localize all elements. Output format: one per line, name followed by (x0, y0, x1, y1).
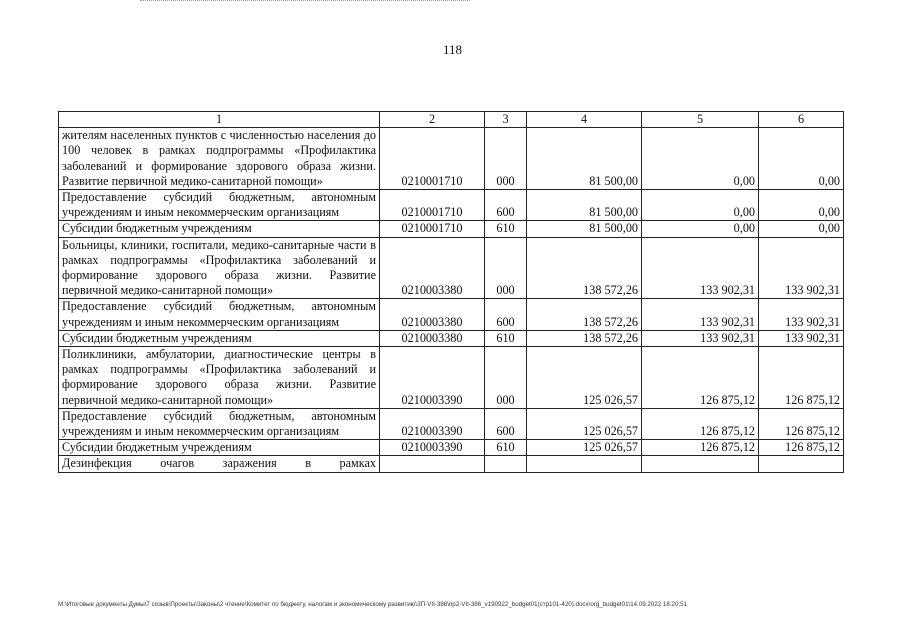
row-type: 000 (485, 347, 527, 409)
row-name: Больницы, клиники, госпитали, медико-санитарные части в рамках подпрограммы «Профилактика заболеваний и формирование здорового образа жизни. Развитие первичной медико-санитарной помощи» (59, 237, 380, 299)
row-name: Субсидии бюджетным учреждениям (59, 440, 380, 456)
row-value-2: 0,00 (642, 190, 759, 221)
row-value-2: 133 902,31 (642, 299, 759, 330)
row-value-1: 81 500,00 (527, 128, 642, 190)
table-row (59, 408, 844, 439)
row-value-1: 138 572,26 (527, 237, 642, 299)
row-code: 0210001710 (380, 190, 485, 221)
column-header: 3 (485, 112, 527, 128)
row-value-2: 133 902,31 (642, 237, 759, 299)
table-row (59, 330, 844, 346)
row-name: Субсидии бюджетным учреждениям (59, 221, 380, 237)
column-header: 5 (642, 112, 759, 128)
row-name: Предоставление субсидий бюджетным, автономным учреждениям и иным некоммерческим организациям (59, 190, 380, 221)
row-code (380, 456, 485, 472)
page-number: 118 (442, 42, 463, 57)
row-code: 0210001710 (380, 128, 485, 190)
row-type: 610 (485, 330, 527, 346)
row-name: Поликлиники, амбулатории, диагностические центры в рамках подпрограммы «Профилактика заболеваний и формирование здорового образа жизни. Развитие первичной медико-санитарной помощи» (59, 347, 380, 409)
table-row (59, 456, 844, 472)
row-code: 0210003380 (380, 299, 485, 330)
row-name: Предоставление субсидий бюджетным, автономным учреждениям и иным некоммерческим организациям (59, 408, 380, 439)
row-name: Субсидии бюджетным учреждениям (59, 330, 380, 346)
row-value-3 (759, 456, 844, 472)
table-row (59, 299, 844, 330)
row-value-3: 126 875,12 (759, 408, 844, 439)
row-code: 0210003380 (380, 237, 485, 299)
row-value-3: 133 902,31 (759, 237, 844, 299)
row-type: 600 (485, 408, 527, 439)
row-value-1: 81 500,00 (527, 190, 642, 221)
budget-table (58, 111, 844, 473)
row-value-2 (642, 456, 759, 472)
row-type: 600 (485, 190, 527, 221)
row-type: 610 (485, 440, 527, 456)
table-row (59, 237, 844, 299)
table-row (59, 128, 844, 190)
row-value-3: 133 902,31 (759, 330, 844, 346)
row-value-3: 0,00 (759, 128, 844, 190)
row-name: Предоставление субсидий бюджетным, автономным учреждениям и иным некоммерческим организациям (59, 299, 380, 330)
row-value-3: 133 902,31 (759, 299, 844, 330)
column-header: 1 (59, 112, 380, 128)
column-header: 2 (380, 112, 485, 128)
row-code: 0210003380 (380, 330, 485, 346)
table-row (59, 347, 844, 409)
row-value-1: 125 026,57 (527, 347, 642, 409)
row-value-1: 138 572,26 (527, 330, 642, 346)
scan-artifact-line (140, 0, 470, 3)
table-row (59, 221, 844, 237)
row-name: Дезинфекция очагов заражения в рамках (59, 456, 380, 472)
row-type: 610 (485, 221, 527, 237)
row-code: 0210001710 (380, 221, 485, 237)
row-value-1: 125 026,57 (527, 440, 642, 456)
row-code: 0210003390 (380, 408, 485, 439)
row-value-1: 125 026,57 (527, 408, 642, 439)
row-value-2: 0,00 (642, 128, 759, 190)
row-value-2: 126 875,12 (642, 408, 759, 439)
row-code: 0210003390 (380, 440, 485, 456)
row-code: 0210003390 (380, 347, 485, 409)
row-type (485, 456, 527, 472)
row-type: 000 (485, 128, 527, 190)
column-header: 4 (527, 112, 642, 128)
row-value-3: 0,00 (759, 190, 844, 221)
file-path-footer: M:\Итоговые документы Думы\7 созыв\Проекты\Законы\2 чтение\Комитет по бюджету, налогам и экономическому развитию\ЗП-VII-386\пр2-VII-386_v190922_budget01(стр101-420).docx\org_budget01\14.09.2022 18:20:51 (58, 601, 688, 608)
row-value-3: 126 875,12 (759, 440, 844, 456)
row-value-2: 126 875,12 (642, 440, 759, 456)
row-type: 000 (485, 237, 527, 299)
row-value-3: 0,00 (759, 221, 844, 237)
row-value-1 (527, 456, 642, 472)
table-header-row (59, 112, 844, 128)
row-value-2: 0,00 (642, 221, 759, 237)
row-value-3: 126 875,12 (759, 347, 844, 409)
row-value-2: 133 902,31 (642, 330, 759, 346)
row-type: 600 (485, 299, 527, 330)
row-value-1: 138 572,26 (527, 299, 642, 330)
column-header: 6 (759, 112, 844, 128)
table-row (59, 190, 844, 221)
row-value-1: 81 500,00 (527, 221, 642, 237)
row-value-2: 126 875,12 (642, 347, 759, 409)
row-name: жителям населенных пунктов с численностью населения до 100 человек в рамках подпрограммы «Профилактика заболеваний и формирование здорового образа жизни. Развитие первичной медико-санитарной помощи» (59, 128, 380, 190)
table-row (59, 440, 844, 456)
